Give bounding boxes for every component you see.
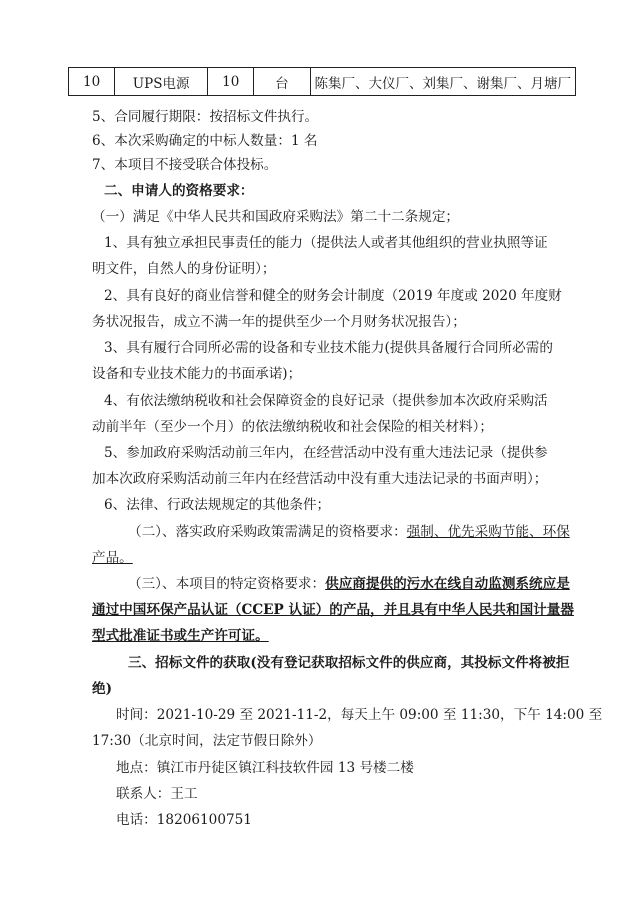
req-4-line-1: 4、有依法缴纳税收和社会保障资金的良好记录（提供参加本次政府采购活 bbox=[104, 393, 548, 409]
table-cell-quantity: 10 bbox=[208, 68, 254, 96]
table-cell-unit: 台 bbox=[254, 68, 310, 96]
subsection-3-label: （三）、本项目的特定资格要求： bbox=[128, 576, 326, 592]
section3-title-line-2: 绝) bbox=[92, 681, 113, 697]
req-6: 6、法律、行政法规规定的其他条件； bbox=[104, 497, 331, 513]
subsection-2-policy-cont: 产品。 bbox=[92, 550, 133, 566]
contact-person: 联系人：王工 bbox=[116, 786, 198, 802]
section2-title: 二、申请人的资格要求： bbox=[104, 183, 254, 199]
table-cell-name: UPS电源 bbox=[115, 68, 208, 96]
time-line-2: 17:30（北京时间，法定节假日除外） bbox=[92, 733, 322, 749]
table-cell-location: 陈集厂、大仪厂、刘集厂、谢集厂、月塘厂 bbox=[310, 68, 576, 96]
subsection-2-label: （二）、落实政府采购政策需满足的资格要求： bbox=[128, 524, 407, 540]
item-6: 6、本次采购确定的中标人数量：1 名 bbox=[92, 133, 318, 149]
req-1-line-1: 1、具有独立承担民事责任的能力（提供法人或者其他组织的营业执照等证 bbox=[104, 235, 548, 251]
req-3-line-1: 3、具有履行合同所必需的设备和专业技术能力(提供具备履行合同所必需的 bbox=[104, 340, 553, 356]
phone: 电话：18206100751 bbox=[116, 812, 252, 828]
item-7: 7、本项目不接受联合体投标。 bbox=[92, 157, 278, 173]
place: 地点：镇江市丹徒区镇江科技软件园 13 号楼二楼 bbox=[116, 760, 414, 776]
req-5-line-1: 5、参加政府采购活动前三年内，在经营活动中没有重大违法记录（提供参 bbox=[104, 445, 548, 461]
req-1-line-2: 明文件，自然人的身份证明）； bbox=[92, 261, 276, 277]
req-5-line-2: 加本次政府采购活动前三年内在经营活动中没有重大违法记录的书面声明）； bbox=[92, 471, 548, 487]
section3-title-line-1: 三、招标文件的获取(没有登记获取招标文件的供应商，其投标文件将被拒 bbox=[128, 655, 570, 671]
table-row bbox=[69, 68, 576, 96]
subsection-3-requirement-cont-2: 型式批准证书或生产许可证。 bbox=[92, 628, 269, 644]
req-4-line-2: 动前半年（至少一个月）的依法缴纳税收和社会保险的相关材料）； bbox=[92, 419, 494, 435]
subsection-1: （一）满足《中华人民共和国政府采购法》第二十二条规定； bbox=[92, 209, 460, 225]
req-3-line-2: 设备和专业技术能力的书面承诺)； bbox=[92, 366, 302, 382]
subsection-2-policy: 强制、优先采购节能、环保 bbox=[406, 524, 570, 540]
subsection-2 bbox=[128, 522, 582, 542]
subsection-3-requirement-cont-1: 通过中国环保产品认证（CCEP 认证）的产品，并且具有中华人民共和国计量器 bbox=[92, 602, 574, 618]
items-table bbox=[68, 67, 576, 96]
time-line-1: 时间：2021-10-29 至 2021-11-2，每天上午 09:00 至 11:30，下午 14:00 至 bbox=[116, 707, 603, 723]
table-cell-index: 10 bbox=[69, 68, 115, 96]
req-2-line-2: 务状况报告，成立不满一年的提供至少一个月财务状况报告）； bbox=[92, 314, 466, 330]
req-2-line-1: 2、具有良好的商业信誉和健全的财务会计制度（2019 年度或 2020 年度财 bbox=[104, 288, 562, 304]
item-5: 5、合同履行期限：按招标文件执行。 bbox=[92, 109, 319, 125]
subsection-3 bbox=[128, 574, 582, 594]
subsection-3-requirement: 供应商提供的污水在线自动监测系统应是 bbox=[325, 576, 570, 592]
